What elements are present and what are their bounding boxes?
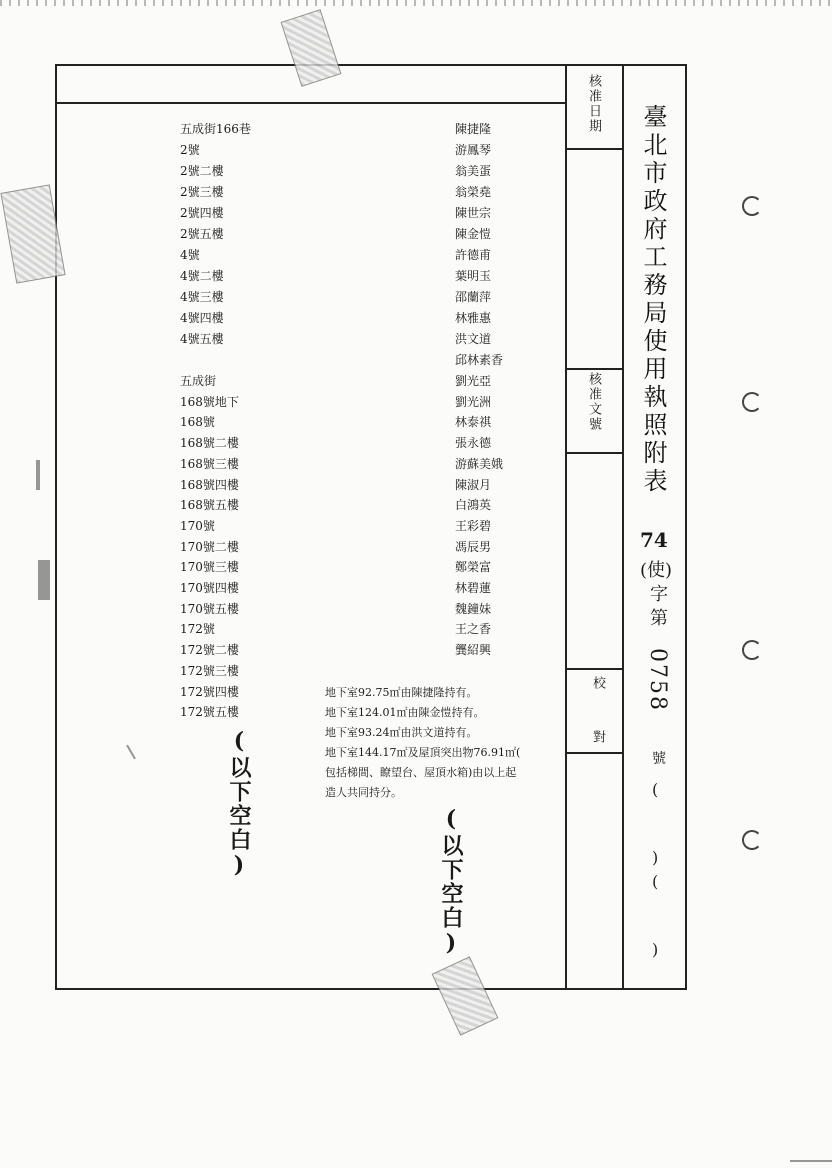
seal-label: 對 [590,730,605,745]
check-label: 校 [590,676,605,691]
address-cell: 4號二樓 [180,269,224,283]
approval-date-label: 核准日期 [586,74,601,134]
owner-cell: 邱林素香 [455,353,504,367]
owner-cell: 游蘇美娥 [455,456,504,471]
column-divider [565,66,567,990]
document-title: 臺北市政府工務局使用執照附表 [639,104,667,496]
address-cell: 4號四樓 [180,311,224,325]
binder-ring [742,830,762,850]
permit-year: 74 [640,528,668,552]
form-frame [55,64,687,990]
address-cell: 172號四樓 [180,684,239,699]
row-divider [567,452,622,454]
address-cell: 172號五樓 [180,705,239,720]
approval-doc-label: 核准文號 [586,372,601,432]
owner-cell: 翁美蛋 [455,164,492,178]
address-cell: 170號 [180,518,215,533]
permit-serial: 0758 [645,648,670,712]
owner-cell: 陳捷隆 [455,122,492,136]
owner-cell: 洪文道 [455,332,492,346]
address-cell: 2號五樓 [180,227,224,241]
row-divider [567,752,622,754]
owner-cell: 游鳳琴 [455,143,492,157]
owner-cell: 陳金愷 [455,227,492,241]
owner-cell: 翁榮堯 [455,185,492,199]
owner-cell: 龔紹興 [455,643,492,658]
address-cell: 170號五樓 [180,601,239,616]
address-cell: 2號三樓 [180,185,224,199]
owner-cell: 林雅惠 [455,311,492,325]
address-cell: 4號三樓 [180,290,224,304]
note-line: 地下室124.01㎡由陳金愷持有。 [325,706,485,719]
owner-cell: 林泰祺 [455,415,492,430]
column-divider [622,66,624,990]
address-cell: 170號四樓 [180,581,239,595]
address-cell: 2號二樓 [180,164,224,178]
paren-mark: ( [652,872,659,891]
form-top-rule [57,102,567,104]
owner-cell: 王之香 [455,622,492,637]
paren-mark: ) [652,940,659,959]
address-cell: 4號 [180,248,200,262]
row-divider [567,368,622,370]
address-cell: 172號三樓 [180,663,239,678]
owner-cell: 邵蘭萍 [455,290,492,304]
row-divider [567,668,622,670]
owner-cell: 張永德 [455,436,492,451]
section-heading: 五成街 [180,374,217,388]
address-cell: 170號二樓 [180,539,239,554]
owner-cell: 許德甫 [455,248,492,262]
owner-cell: 陳淑月 [455,477,492,492]
address-cell: 168號 [180,415,215,430]
binder-ring [742,196,762,216]
note-line: 地下室92.75㎡由陳捷隆持有。 [325,686,478,699]
address-cell: 168號四樓 [180,477,239,492]
address-cell: 2號四樓 [180,206,224,220]
note-line: 地下室144.17㎡及屋頂突出物76.91㎡( [325,746,521,759]
note-line: 地下室93.24㎡由洪文道持有。 [325,726,478,739]
scan-smudge [790,1160,832,1162]
address-cell: 168號地下 [180,394,239,409]
address-cell: 172號 [180,622,215,637]
owner-cell: 魏鐘妹 [455,601,492,616]
blank-mark-right: (以下空白) [438,806,464,958]
address-cell: 168號二樓 [180,436,239,451]
owner-cell: 葉明玉 [455,269,492,283]
scan-smudge [38,560,50,600]
binder-ring [742,640,762,660]
scan-smudge [36,460,40,490]
binder-ring [742,392,762,412]
owner-cell: 鄭榮富 [455,560,492,575]
permit-category: (使) [640,560,673,581]
owner-cell: 王彩碧 [455,518,492,533]
row-divider [567,148,622,150]
blank-mark-left: (以下空白) [226,728,252,880]
paren-mark: ( [652,780,659,799]
permit-di: 第 [650,608,668,629]
address-cell: 168號五樓 [180,498,239,513]
owner-cell: 劉光亞 [455,374,492,388]
owner-cell: 馮辰男 [455,539,492,554]
owner-cell: 白鴻英 [455,498,492,513]
permit-char: 字 [650,584,668,605]
section-heading: 五成街166巷 [180,122,251,136]
permit-hao: 號 [652,751,666,767]
scan-edge [0,0,832,6]
address-cell: 170號三樓 [180,560,239,575]
owner-cell: 林碧蓮 [455,581,492,595]
note-line: 包括梯間、瞭望台、屋頂水箱)由以上起 [325,766,517,779]
owner-cell: 劉光洲 [455,394,492,409]
address-cell: 168號三樓 [180,456,239,471]
address-cell: 172號二樓 [180,643,239,658]
owner-cell: 陳世宗 [455,206,492,220]
note-line: 造人共同持分。 [325,786,402,799]
paren-mark: ) [652,848,659,867]
address-cell: 2號 [180,143,200,157]
address-cell: 4號五樓 [180,332,224,346]
